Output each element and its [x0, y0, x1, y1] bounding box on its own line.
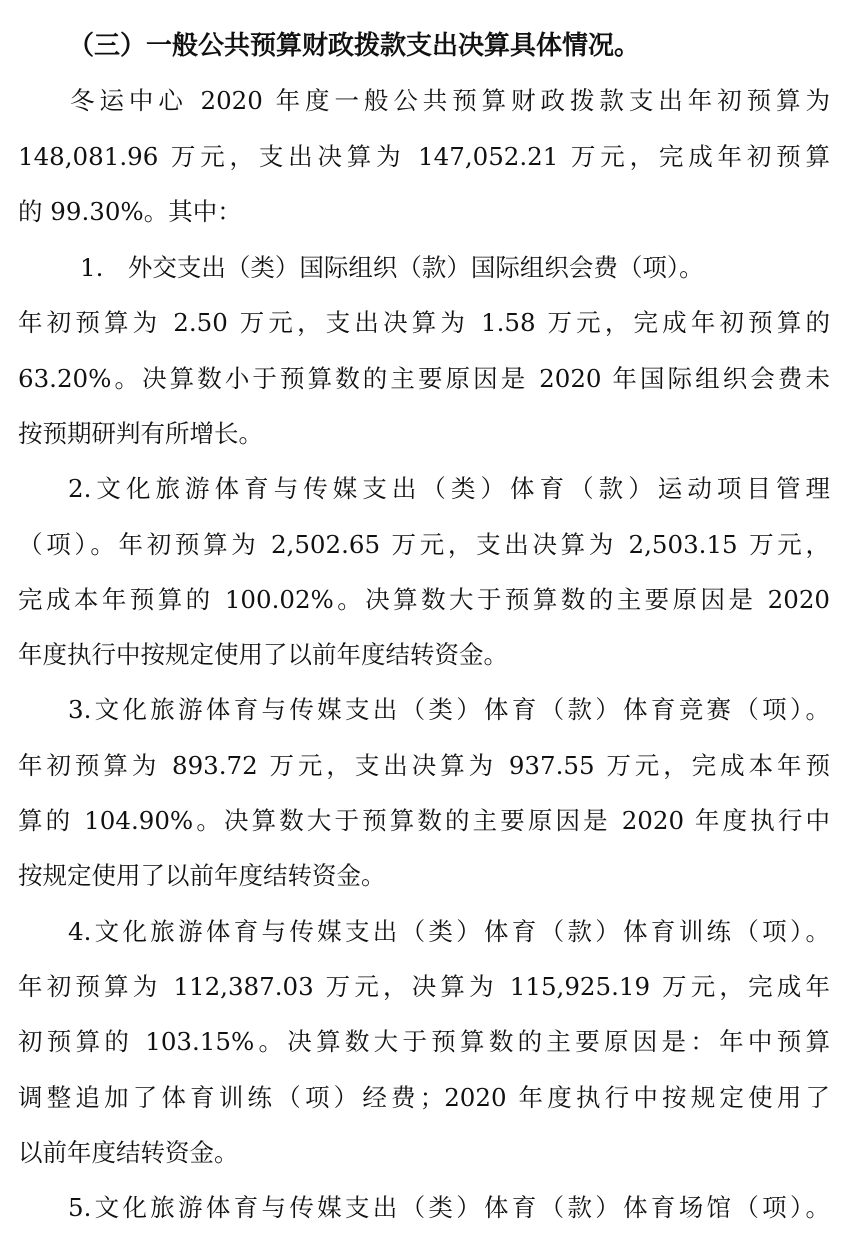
item-5-line-1: 5.文化旅游体育与传媒支出（类）体育（款）体育场馆（项）。 [68, 1193, 830, 1222]
summary-line-1: 冬运中心 2020 年度一般公共预算财政拨款支出年初预算为 [70, 86, 830, 115]
item-4-line-1: 4.文化旅游体育与传媒支出（类）体育（款）体育训练（项）。 [68, 917, 830, 946]
item-3-line-1: 3.文化旅游体育与传媒支出（类）体育（款）体育竞赛（项）。 [68, 695, 830, 724]
item-3-line-4: 按规定使用了以前年度结转资金。 [18, 861, 386, 890]
item-3-line-3: 算的 104.90%。决算数大于预算数的主要原因是 2020 年度执行中 [18, 806, 830, 835]
item-2-line-4: 年度执行中按规定使用了以前年度结转资金。 [18, 640, 508, 669]
item-4-line-5: 以前年度结转资金。 [18, 1138, 239, 1167]
summary-line-3: 的 99.30%。其中： [18, 197, 242, 226]
item-1-line-1: 1. 外交支出（类）国际组织（款）国际组织会费（项）。 [80, 253, 704, 282]
item-3-line-2: 年初预算为 893.72 万元，支出决算为 937.55 万元，完成本年预 [18, 751, 830, 780]
summary-line-2: 148,081.96 万元，支出决算为 147,052.21 万元，完成年初预算 [18, 142, 830, 171]
item-2-line-3: 完成本年预算的 100.02%。决算数大于预算数的主要原因是 2020 [18, 585, 830, 614]
item-4-line-2: 年初预算为 112,387.03 万元，决算为 115,925.19 万元，完成年 [18, 972, 830, 1001]
item-1-line-3: 63.20%。决算数小于预算数的主要原因是 2020 年国际组织会费未 [18, 364, 830, 393]
section-heading: （三）一般公共预算财政拨款支出决算具体情况。 [68, 31, 641, 61]
item-1-line-2: 年初预算为 2.50 万元，支出决算为 1.58 万元，完成年初预算的 [18, 308, 830, 337]
item-4-line-3: 初预算的 103.15%。决算数大于预算数的主要原因是：年中预算 [18, 1027, 830, 1056]
item-2-line-1: 2.文化旅游体育与传媒支出（类）体育（款）运动项目管理 [68, 474, 830, 503]
item-1-line-4: 按预期研判有所增长。 [18, 419, 263, 448]
item-4-line-4: 调整追加了体育训练（项）经费；2020 年度执行中按规定使用了 [18, 1083, 830, 1112]
item-2-line-2: （项）。年初预算为 2,502.65 万元，支出决算为 2,503.15 万元， [18, 530, 830, 559]
